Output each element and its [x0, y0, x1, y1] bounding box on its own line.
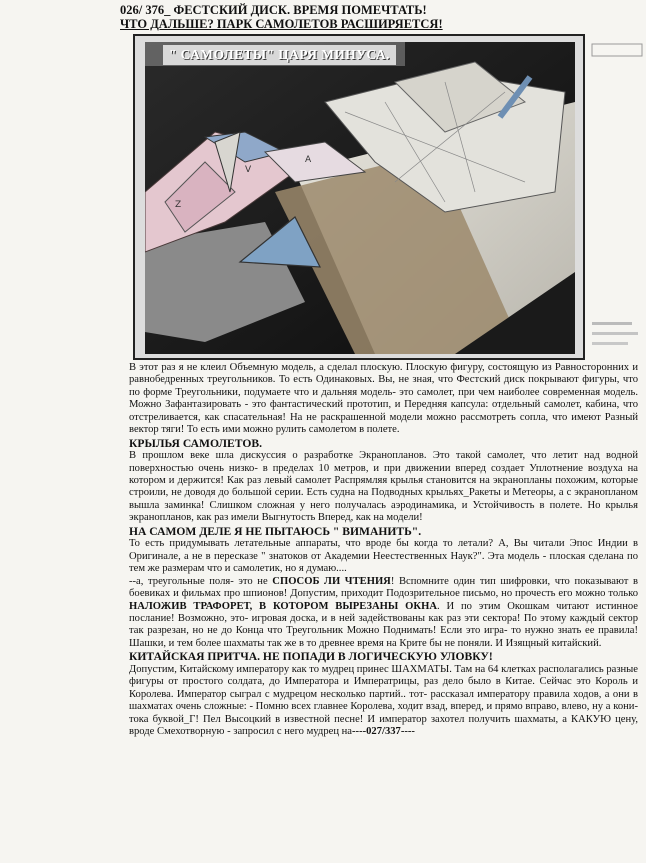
paper-planes-photo: [145, 42, 575, 354]
bleed-through-box: [590, 40, 646, 60]
paragraph-flat-model: В этот раз я не клеил Объемную модель, а сделал плоскую. Плоскую фигуру, состоящую из Равносторонних и равнобедренных треугольников. То есть Одинаковых. Вы, не зная, что Фестский диск покрывают фигуры, что по форме Треугольники, подумаете что и дальняя модель- это самолет, при чем наиболее современная модель. Можно Зафантазировать - это фантастический прототип, и Передняя капсула: отдельный самолет, кабина, что отстреливается, как спасательная! На не раскрашенной модели можно рассмотреть сопла, что имеют Разный вектор тяги! То есть ими можно рулить самолетом в полете.: [129, 362, 638, 436]
svg-text:V: V: [245, 165, 252, 175]
heading-vimana: НА САМОМ ДЕЛЕ Я НЕ ПЫТАЮСЬ " ВИМАНИТЬ".: [129, 524, 422, 538]
paragraph-reading-c: ! Вспомните один тип шифровки, что показывают в боевиках и фильмах про шпионов! Допустим, приходит Подозрительное письмо, но прочесть его можно только: [129, 575, 638, 600]
continuation-reference: ----027/337----: [352, 726, 415, 737]
paragraph-chess: [129, 664, 638, 739]
svg-text:A: A: [305, 155, 312, 165]
header-subtitle: ЧТО ДАЛЬШЕ? ПАРК САМОЛЕТОВ РАСШИРЯЕТСЯ!: [120, 17, 443, 31]
svg-text:Z: Z: [175, 200, 182, 210]
heading-chinese-parable: КИТАЙСКАЯ ПРИТЧА. НЕ ПОПАДИ В ЛОГИЧЕСКУЮ УЛОВКУ!: [129, 650, 493, 664]
paper-planes-illustration: [145, 42, 575, 354]
bleed-through-top: [590, 40, 646, 63]
paragraph-reading-e: . И по этим Окошкам читают истинное послание! Возможно, это- игровая доска, и в ней задействованы как раз эти сектора! По этому каждый сектор так разрезан, но не до Конца что Треугольник Можно Поднимать! Если это игра- то нужно знать ее правила! Шашки, и тем более шахматы так же в то древнее время на Крите бы не поняли. И Изящный китайский.: [129, 600, 638, 649]
page-header: [120, 3, 600, 31]
photo-frame: [133, 34, 585, 360]
paragraph-reading-emphasis-2: НАЛОЖИВ ТРАФОРЕТ, В КОТОРОМ ВЫРЕЗАНЫ ОКНА: [129, 600, 437, 612]
paragraph-reading-a: --а, треугольные поля- это не: [129, 575, 273, 587]
paragraph-ekranoplan: В прошлом веке шла дискуссия о разработке Экранопланов. Это такой самолет, что летит над водной поверхностью очень низко- в пределах 10 метров, и при движении вперед создает Уплотнение воздуха на котором и держится! Как раз левый самолет Распрямляя крылья становится на экранопланы похожим, которые строили, не доводя до большой серии. Есть судна на Подводных крыльях_Ракеты и Метеоры, а с экранопланом вышла заминка! Слишком сложная у него получалась аэродинамика, и Устойчивость в полете. Но крылья экранопланов, как раз имели Выгнутость Вперед, как на модели!: [129, 450, 638, 524]
article-body: [129, 362, 638, 738]
paragraph-reading-method: [129, 576, 638, 651]
paragraph-epos: То есть придумывать летательные аппараты, что вроде бы когда то летали? А, Вы читали Эпос Индии в Оригинале, а не в пересказе " знатоков от Академии Неестественных Наук?". Эта модель - плоская сделана по тем же размерам что и самолетик, но я думаю....: [129, 538, 638, 575]
paragraph-reading-emphasis-1: СПОСОБ ЛИ ЧТЕНИЯ: [272, 575, 391, 587]
paragraph-chess-text: Допустим, Китайскому императору как то мудрец принес ШАХМАТЫ. Там на 64 клетках располагались разные фигуры от простого солдата, до Императора и Императрицы, раз дело было в Китае. Сейчас это Король и Королева. Император сыграл с мудрецом несколько партий.. тот- рассказал императору правила ходов, а они в шахматах очень сложные: - Помню всех главнее Королева, ходит взад, вперед, и прямо вправо, влево, ну а кони- тока буквой_Г! Пел Высоцкий в известной песне! И император захотел получить шахматы, а КАКУЮ цену, вроде Смехотворную - запросил с него мудрец на: [129, 663, 638, 737]
header-title: 026/ 376_ ФЕСТСКИЙ ДИСК. ВРЕМЯ ПОМЕЧТАТЬ!: [120, 3, 427, 17]
heading-wings: КРЫЛЬЯ САМОЛЕТОВ.: [129, 436, 262, 450]
photo-caption: " САМОЛЕТЫ" ЦАРЯ МИНУСА.: [163, 45, 396, 65]
